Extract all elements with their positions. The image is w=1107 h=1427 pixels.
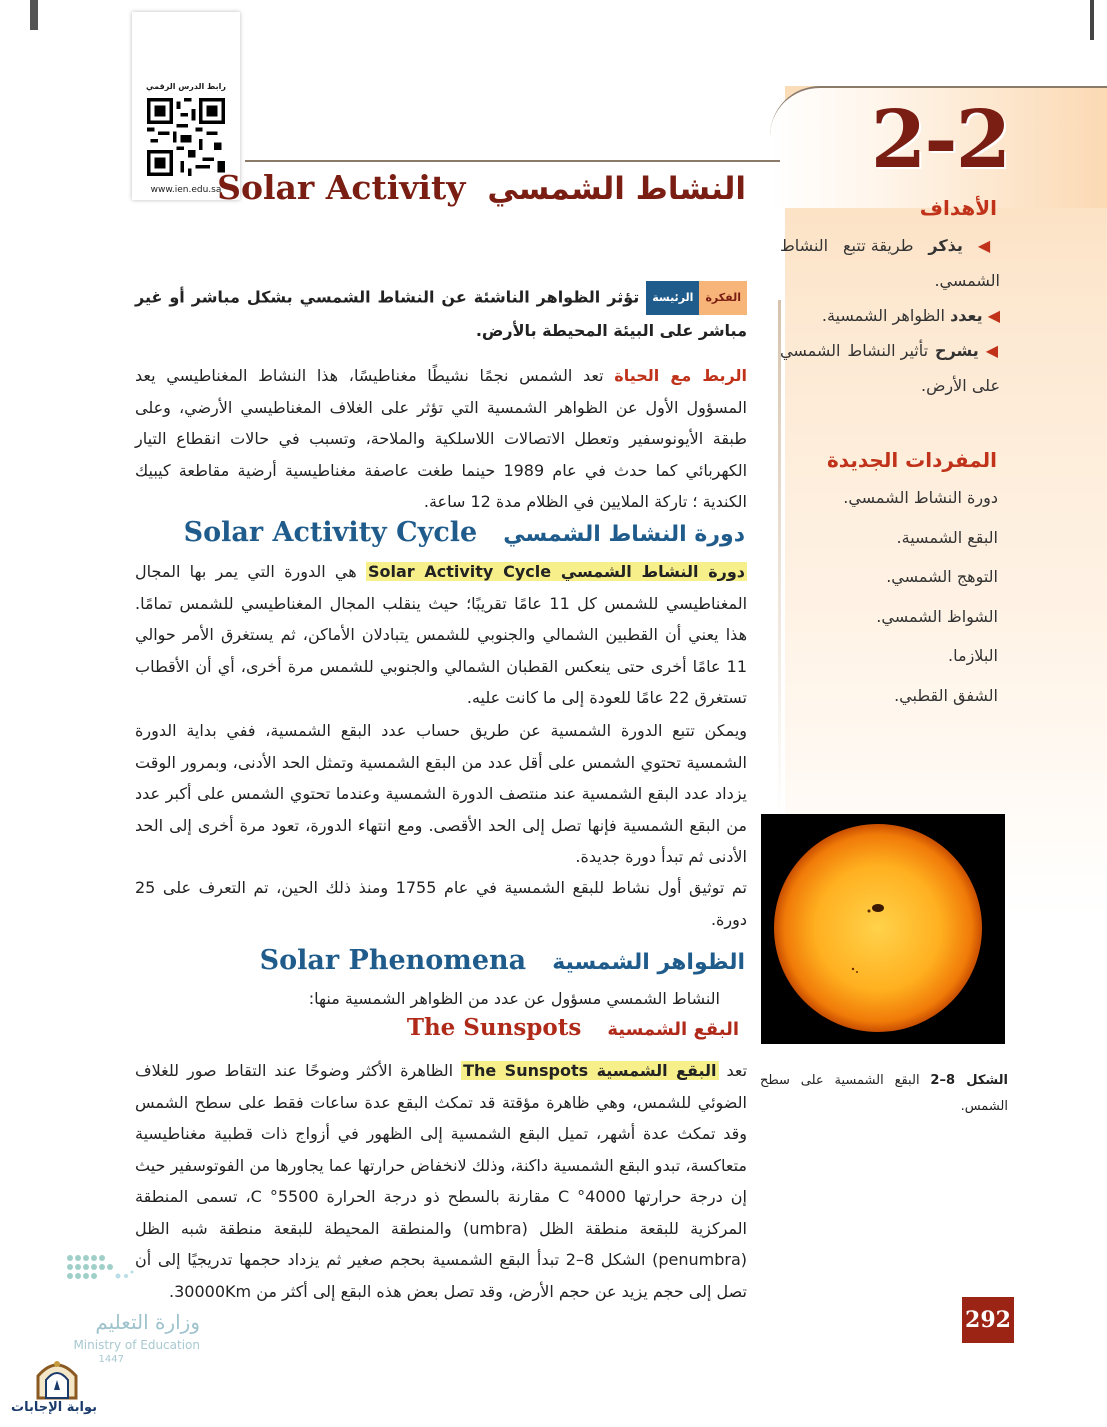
header-divider <box>245 160 780 162</box>
page-number: 292 <box>962 1297 1014 1343</box>
vocabulary-title: المفردات الجديدة <box>827 448 997 472</box>
sunspot <box>856 971 858 973</box>
vocab-item: البلازما. <box>948 646 998 665</box>
phenomena-intro: النشاط الشمسي مسؤول عن عدد من الظواهر الشمسية منها: <box>308 989 720 1008</box>
ministry-name-arabic: وزارة التعليم <box>95 1310 200 1334</box>
sunspots-paragraph: تعد البقع الشمسية The Sunspots الظاهرة الأكثر وضوحًا عند التقاط صور للغلاف الضوئي للشمس، وهي ظاهرة مؤقتة قد تمكث البقع عدة ساعات فقط على سطح الشمس وقد تمكث عدة أشهر، تميل البقع الشمسية إلى الظهور في أزواج ذات قطبية مغناطيسية متعاكسة، تبدو البقع الشمسية داكنة، وذلك لانخفاض حرارتها عما يجاورها من الفوتوسفير حيث إن درجة حرارتها 4000° C مقارنة بالسطح ذو درجة الحرارة 5500° C، تسمى المنطقة المركزية للبقعة منطقة الظل (umbra) والمنطقة المحيطة للبقعة منطقة شبه الظل (penumbra) الشكل 8–2 تبدأ البقع الشمسية بحجم صغير ثم يزداد حجمها تدريجيًا إلى أن تصل إلى حجم يزيد عن حجم الأرض، وقد تصل بعض هذه البقع إلى أكثر من 30000Km. <box>135 1061 748 1301</box>
qr-caption: رابط الدرس الرقمي <box>146 82 226 91</box>
qr-code-icon[interactable] <box>147 98 225 176</box>
portal-name[interactable]: بوابة الإجابات <box>11 1400 97 1415</box>
objectives-list <box>780 228 1000 403</box>
vocabulary-list <box>800 478 998 715</box>
qr-url[interactable]: www.ien.edu.sa <box>150 185 222 195</box>
cycle-paragraph-2: ويمكن تتبع الدورة الشمسية عن طريق حساب عدد البقع الشمسية، ففي بداية الدورة الشمسية تحتوي الشمس على أقل عدد من البقع الشمسية وتمثل الحد الأدنى، وبمرور الوقت يزداد عدد البقع الشمسية عند منتصف الدورة الشمسية وعندما تحتوي الشمس على أكبر عدد من البقع الشمسية فإنها تصل إلى الحد الأقصى. ومع انتهاء الدورة، تعود مرة أخرى إلى الحد الأدنى ثم تبدأ دورة جديدة. <box>135 721 747 866</box>
cycle-paragraph-3: تم توثيق أول نشاط للبقع الشمسية في عام 1755 ومنذ ذلك الحين، تم التعرف على 25 دورة. <box>135 878 747 929</box>
section-heading-sunspots: البقع الشمسيةThe Sunspots <box>406 1014 739 1041</box>
main-idea <box>135 281 747 346</box>
section-heading-phenomena: الظواهر الشمسيةSolar Phenomena <box>259 945 745 976</box>
vocab-item: البقع الشمسية. <box>896 527 998 547</box>
page-title <box>217 168 746 212</box>
page-edge-mark <box>1090 0 1094 40</box>
bullet-icon: ◀ <box>985 341 1000 360</box>
bullet-icon: ◀ <box>987 306 1000 325</box>
vocab-item: التوهج الشمسي. <box>886 567 998 586</box>
main-idea-tag-main: الرئيسة <box>646 281 699 315</box>
real-world-text: تعد الشمس نجمًا نشيطًا مغناطيسًا، هذا النشاط المغناطيسي يعد المسؤول الأول عن الظواهر الشمسية التي تؤثر على الغلاف المغناطيسي الأرضي، وعلى طبقة الأيونوسفير وتعطل الاتصالات اللاسلكية والملاحة، وتسبب في حالات انقطاع التيار الكهربائي كما حدث في عام 1989 حينما طغت عاصفة مغناطيسية أرضية مقاطعة كيبيك الكندية ؛ تاركة الملايين في الظلام مدة 12 ساعة. <box>135 366 748 511</box>
real-world-paragraph <box>135 360 747 518</box>
objective-item: ◀ يشرح تأثير النشاط الشمسي على الأرض. <box>780 341 1000 395</box>
vocab-item: الشواظ الشمسي. <box>876 606 998 626</box>
real-world-label: الربط مع الحياة <box>614 366 747 385</box>
vocab-item: الشفق القطبي. <box>894 685 998 705</box>
figure-label: الشكل 8–2 <box>930 1073 1008 1088</box>
ministry-name-english: Ministry of Education <box>73 1338 200 1352</box>
page-edge-mark <box>30 0 38 30</box>
lesson-number: 2-2 <box>870 92 1010 186</box>
sunspot <box>872 904 884 912</box>
ministry-year: 1447 <box>98 1354 124 1365</box>
sun-image <box>761 814 1005 1044</box>
objective-item: ◀ يذكر طريقة تتبع النشاط الشمسي. <box>780 236 1000 290</box>
cycle-paragraph-1: دورة النشاط الشمسي Solar Activity Cycle هي الدورة التي يمر بها المجال المغناطيسي للشمس كل 11 عامًا تقريبًا؛ حيث ينقلب المجال المغناطيسي للشمس تمامًا. هذا يعني أن القطبين الشمالي والجنوبي للشمس يتبادلان الأماكن، ثم يستغرق الأمر حوالي 11 عامًا أخرى حتى ينعكس القطبان الشمالي والجنوبي للشمس مرة أخرى، أي أن الأقطاب تستغرق 22 عامًا للعودة إلى ما كانت عليه. <box>135 562 748 707</box>
objective-item: ◀ يعدد الظواهر الشمسية. <box>821 306 1000 325</box>
page-title-english: Solar Activity <box>217 168 466 207</box>
sun-photo <box>761 814 1005 1044</box>
vocab-item: دورة النشاط الشمسي. <box>843 488 998 507</box>
section-heading-cycle: دورة النشاط الشمسيSolar Activity Cycle <box>183 517 745 548</box>
main-idea-tag: الفكرة <box>699 281 747 315</box>
sunspot <box>852 968 854 970</box>
page-title-arabic: النشاط الشمسي <box>487 171 746 207</box>
sunspot <box>868 910 871 913</box>
objectives-title: الأهداف <box>919 196 997 220</box>
main-idea-text: تؤثر الظواهر الناشئة عن النشاط الشمسي بشكل مباشر أو غير مباشر على البيئة المحيطة بالأرض. <box>135 287 747 340</box>
figure-caption: الشكل 8–2 البقع الشمسية على سطح الشمس. <box>760 1073 1008 1114</box>
bullet-icon: ◀ <box>977 236 1000 255</box>
term-highlight: دورة النشاط الشمسي Solar Activity Cycle <box>367 562 746 581</box>
term-highlight: البقع الشمسية The Sunspots <box>463 1061 717 1080</box>
